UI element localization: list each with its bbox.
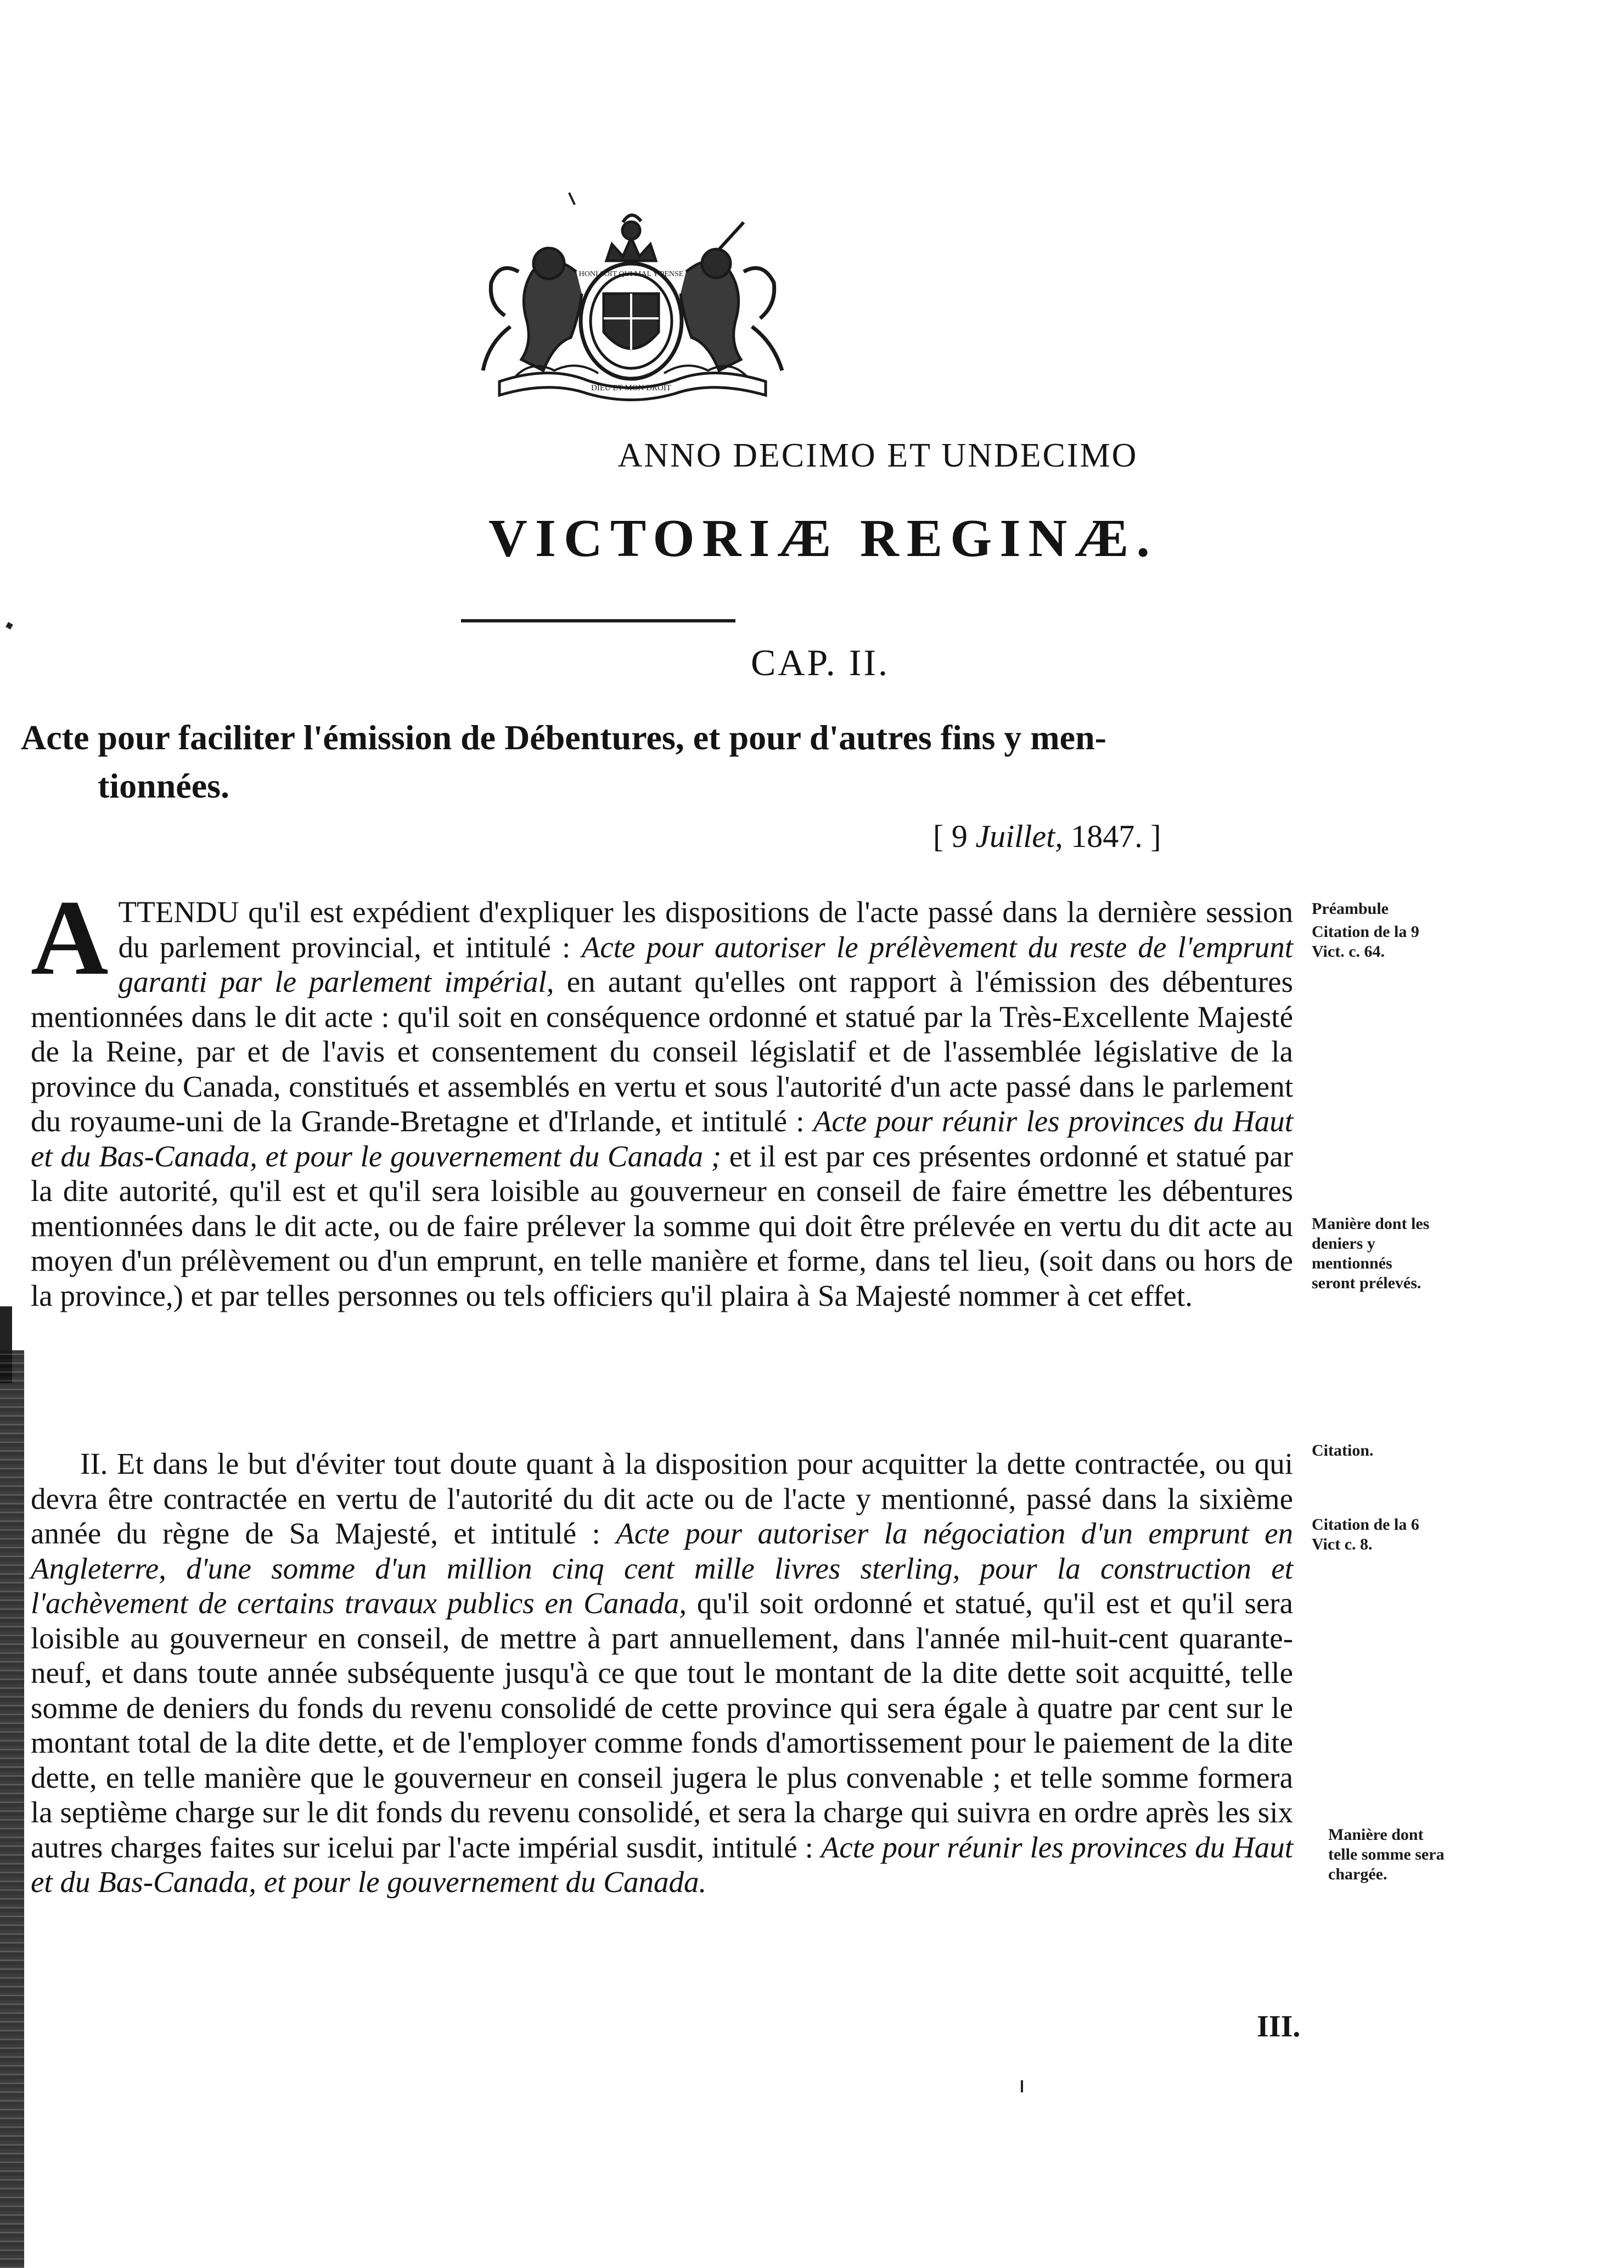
margin-note-citation: Citation. <box>1312 1441 1374 1459</box>
margin-note-citation-6-vict: Citation de la 6 Vict c. 8. <box>1312 1515 1419 1553</box>
paragraph-1-italic-b: Acte pour réunir les provinces du Haut et du Bas-Canada, et pour le gouvernement du Canada ; <box>31 1104 1293 1173</box>
paragraph-1-text-b: en autant qu'elles ont rapport à l'émission des débentures mentionnées dans le dit acte : qu'il soit en conséquence ordonné et statué par la Très-Excellente Majesté de la Reine, par et de l'avis et consentement du conseil législatif et de l'assemblée législative de la province du Canada, constitués et assemblés en vertu et sous l'autorité d'un acte passé dans le parlement du royaume-uni de la Grande-Bretagne et d'Irlande, et intitulé : <box>31 965 1293 1138</box>
scan-speck <box>568 192 576 205</box>
paragraph-2-text-b: qu'il soit ordonné et statué, qu'il est et qu'il sera loisible au gouverneur en conseil, de mettre à part annuellement, dans l'année mil-huit-cent quarante-neuf, et dans toute année subséquente jusqu'à ce que tout le montant de la dite dette soit acquitté, telle somme de deniers du fonds du revenu consolidé de cette province qui sera égale à quatre par cent sur le montant total de la dite dette, et de l'employer comme fonds d'amortissement pour le paiement de la dite dette, en telle manière que le gouverneur en conseil jugera le plus convenable ; et telle somme formera la septième charge sur le dit fonds du revenu consolidé, et sera la charge qui suivra en ordre après les six autres charges faites sur icelui par l'acte impérial susdit, intitulé : <box>31 1586 1294 1864</box>
paragraph-1-italic-a: Acte pour autoriser le prélèvement du reste de l'emprunt garanti par le parlement impérial, <box>118 930 1293 998</box>
margin-note-maniere-somme: Manière dont telle somme sera chargée. <box>1328 1826 1445 1883</box>
act-title-line-1: Acte pour faciliter l'émission de Débentures, et pour d'autres fins y men- <box>21 718 1106 757</box>
scan-binding-edge <box>0 1350 24 2268</box>
paragraph-2-italic-b: Acte pour réunir les provinces du Haut et du Bas-Canada, et pour le gouvernement du Canada. <box>31 1830 1293 1899</box>
sovereign-title: VICTORIÆ REGINÆ. <box>488 509 1157 568</box>
regnal-year: ANNO DECIMO ET UNDECIMO <box>617 437 1138 474</box>
paragraph-2-text-a: II. Et dans le but d'éviter tout doute quant à la disposition pour acquitter la dette contractée, ou qui devra être contractée en vertu de l'autorité du dit acte ou de l'acte y mentionné, passé dans la sixième année du règne de Sa Majesté, et intitulé : <box>31 1447 1293 1550</box>
chapter-number: CAP. II. <box>750 642 890 683</box>
date-open: [ 9 <box>933 818 976 854</box>
enactment-date <box>933 818 1161 855</box>
date-month: Juillet, <box>975 818 1063 854</box>
act-title-line-2: tionnées. <box>98 766 229 805</box>
date-close: 1847. ] <box>1063 818 1161 854</box>
section-2-paragraph <box>31 1446 1293 1900</box>
catchword: III. <box>1257 2009 1301 2044</box>
drop-cap: A <box>31 878 109 997</box>
seal-garter-motto: HONI SOIT QUI MAL Y PENSE <box>578 270 684 278</box>
margin-note-maniere-deniers: Manière dont les deniers y mentionnés seront prélevés. <box>1312 1215 1430 1292</box>
paragraph-1-text-a: TTENDU qu'il est expédient d'expliquer les dispositions de l'acte passé dans la dernière session du parlement provincial, et intitulé : <box>118 895 1293 964</box>
margin-note-citation-9-vict: Citation de la 9 Vict. c. 64. <box>1312 923 1419 961</box>
seal-ribbon-motto: DIEU ET MON DROIT <box>591 384 671 392</box>
paragraph-2-italic-a: Acte pour autoriser la négociation d'un emprunt en Angleterre, d'une somme d'un million cinq cent mille livres sterling, pour la construction et l'achèvement de certains travaux publics en Canada, <box>31 1517 1293 1620</box>
paragraph-1-text-c: et il est par ces présentes ordonné et statué par la dite autorité, qu'il est et qu'il sera loisible au gouverneur en conseil de faire émettre les débentures mentionnées dans le dit acte, ou de faire prélever la somme qui doit être prélevée en vertu du dit acte au moyen d'un prélèvement ou d'un emprunt, en telle manière et forme, dans tel lieu, (soit dans ou hors de la province,) et par telles personnes ou tels officiers qu'il plaira à Sa Majesté nommer à cet effet. <box>31 1139 1294 1312</box>
royal-coat-of-arms-icon <box>467 206 796 403</box>
scan-speck <box>5 622 13 630</box>
margin-note-preambule: Préambule <box>1312 900 1389 918</box>
preamble-paragraph <box>31 878 1294 1313</box>
act-title <box>21 714 1305 810</box>
scan-speck <box>1021 2080 1023 2092</box>
title-rule <box>461 619 735 622</box>
